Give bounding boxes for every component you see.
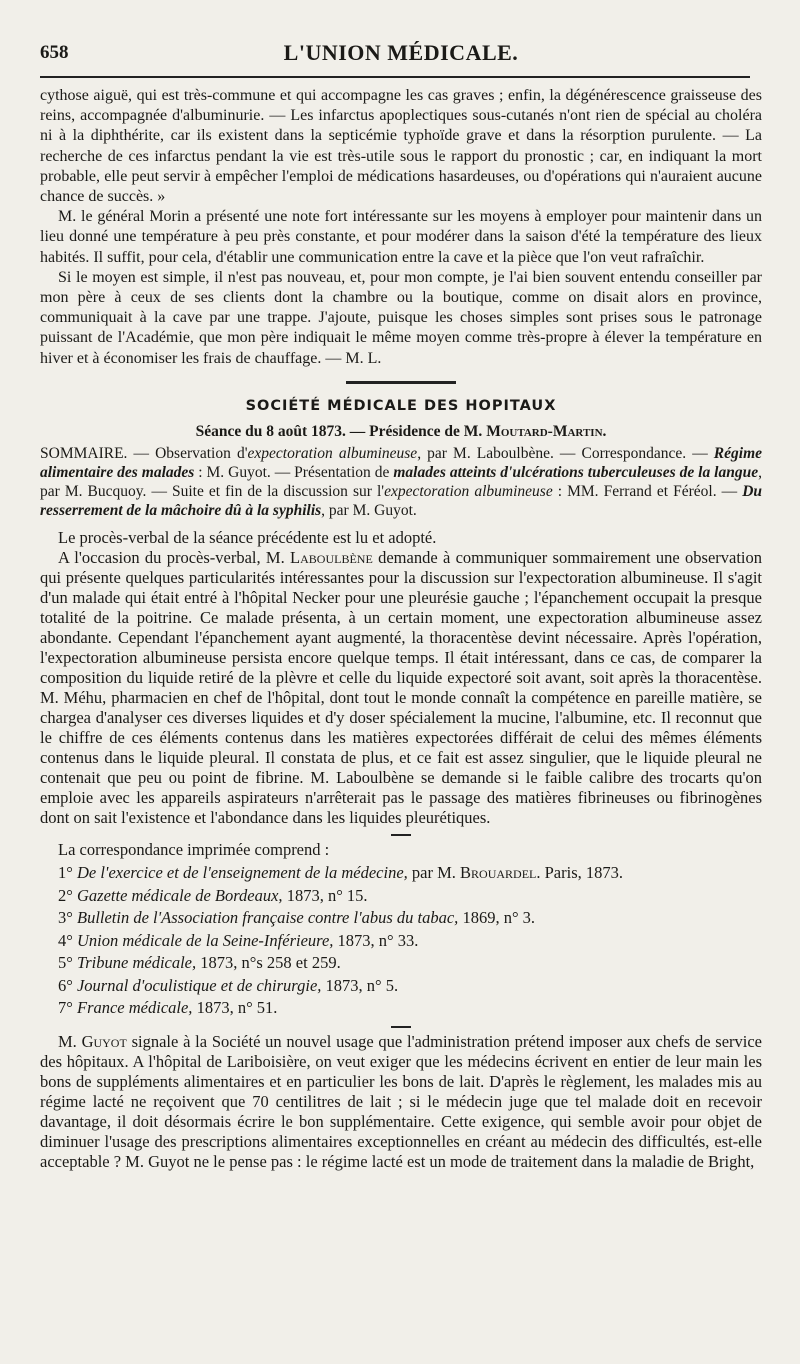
sommaire-topic: Du resserrement de la mâchoire dû à la syphilis xyxy=(40,483,763,520)
laboulbene-paragraph xyxy=(40,548,762,828)
sommaire-text: , par M. Laboulbène. — Correspondance. — xyxy=(417,445,714,463)
guyot-pre: M. xyxy=(58,1031,82,1051)
sommaire-text: : M. Guyot. — Présentation de xyxy=(194,464,394,482)
sommaire-topic: Régime alimentaire des malades xyxy=(40,445,763,482)
guyot-paragraph xyxy=(40,1032,762,1172)
correspondance-intro: La correspondance imprimée comprend : xyxy=(58,840,330,860)
guyot-name: Guyot xyxy=(81,1031,127,1051)
sommaire-text: , par M. Guyot. xyxy=(321,502,417,520)
item-number: 6° xyxy=(58,975,73,995)
item-number: 7° xyxy=(58,998,73,1018)
item-number: 5° xyxy=(58,953,73,973)
list-item xyxy=(58,975,762,998)
sommaire xyxy=(40,444,762,520)
seance-line xyxy=(40,422,762,442)
journal-title: L'UNION MÉDICALE. xyxy=(283,40,519,65)
item-number: 1° xyxy=(58,863,73,883)
laboulbene-pre: A l'occasion du procès-verbal, M. xyxy=(58,548,291,568)
intro-paragraph-2: M. le général Morin a présenté une note fort intéressante sur les moyens à employer pour maintenir dans un lieu donné une température à peu près constante, et pour modérer dans la saison d'été la température des lieux habités. Il suffit, pour cela, d'établir une communication entre la cave et la pièce que l'on veut rafraîchir. xyxy=(40,208,762,266)
seance-president: Moutard-Martin. xyxy=(486,423,607,441)
item-number: 2° xyxy=(58,885,73,905)
item-title: Journal d'oculistique et de chirurgie, xyxy=(76,975,322,995)
list-item xyxy=(58,907,762,930)
sommaire-label: SOMMAIRE. xyxy=(40,445,128,463)
list-item xyxy=(58,952,762,975)
item-title: Gazette médicale de Bordeaux, xyxy=(76,885,283,905)
correspondance-list xyxy=(40,862,762,1020)
guyot-text: signale à la Société un nouvel usage que l'administration prétend imposer aux chefs de service des hôpitaux. A l'hôpital de Lariboisière, on veut exiger que les médecins écrivent en entier de leur main les bons de suppléments alimentaires et en particulier les bons de lait. D'après le règlement, les malades mis au régime lacté ne reçoivent que 70 centilitres de lait ; si le médecin juge que tel malade doit en recevoir davantage, il doit désormais écrire le bon supplémentaire. Cette exigence, qui semble avoir pour objet de diminuer l'usage des prescriptions alimentaires exceptionnelles en créant au médecin des difficultés, est-elle acceptable ? M. Guyot ne le pense pas : le régime lacté est un mode de traitement dans la maladie de Bright, xyxy=(40,1031,762,1171)
item-detail: 1873, n° 15. xyxy=(282,885,368,905)
laboulbene-text: demande à communiquer sommairement une observation qui présente quelques particularités intéressantes pour la discussion sur l'expectoration albumineuse. Il s'agit d'un malade qui était entré à l'hôpital Necker pour une pleurésie gauche ; l'épanchement occupait la presque totalité de la poitrine. Ce malade présenta, à un certain moment, une expectoration albumineuse assez abondante. Cependant l'épanchement ayant augmenté, la thoracentèse devint nécessaire. Après l'opération, l'expectoration albumineuse persista encore quelque temps. Il était intéressant, dans ce cas, de comparer la composition du liquide retiré de la plèvre et celle du liquide expectoré soit avant, soit après la thoracentèse. M. Méhu, pharmacien en chef de l'hôpital, dont tout le monde connaît la compétence en pareille matière, se chargea d'analyser ces diverses liquides et d'y doser spécialement la mucine, l'albumine, etc. Il reconnut que le chiffre de ces éléments contenus dans les matières expectorées différait de celui des mêmes éléments contenus dans le liquide pleural. Il constata de plus, et ce fait est assez singulier, que le liquide pleural ne contenait que peu ou point de fibrine. M. Laboulbène se demande si le faible calibre des trocarts qu'on emploie avec les appareils aspirateurs n'arrêterait pas le passage des matières fibrineuses ou fibrinogènes dont on sait l'existence et l'abondance dans les liquides pleurétiques. xyxy=(40,548,762,828)
item-detail: . Paris, 1873. xyxy=(536,863,623,883)
item-title: Union médicale de la Seine-Inférieure, xyxy=(76,930,334,950)
item-detail: 1873, n° 51. xyxy=(192,998,278,1018)
item-detail: 1869, n° 3. xyxy=(458,908,536,928)
sommaire-text: — Observation d' xyxy=(127,445,248,463)
sommaire-topic: expectoration albumineuse xyxy=(384,483,553,501)
list-item xyxy=(58,885,762,908)
item-number: 4° xyxy=(58,930,73,950)
item-number: 3° xyxy=(58,908,73,928)
sommaire-text: , par M. Bucquoy. — Suite et fin de la discussion sur l' xyxy=(40,464,762,501)
list-item xyxy=(58,930,762,953)
header-rule xyxy=(40,76,750,78)
item-detail: 1873, n° 5. xyxy=(321,975,399,995)
sommaire-topic: malades atteints d'ulcérations tuberculeuses de la langue xyxy=(393,464,759,482)
proces-verbal: Le procès-verbal de la séance précédente est lu et adopté. xyxy=(58,528,437,548)
page-body xyxy=(40,86,762,1172)
item-detail: par M. xyxy=(407,863,461,883)
short-separator xyxy=(391,834,411,836)
sommaire-topic: expectoration albumineuse xyxy=(247,445,418,463)
section-title: SOCIÉTÉ MÉDICALE DES HOPITAUX xyxy=(245,397,557,414)
laboulbene-name: Laboulbène xyxy=(290,548,373,568)
intro-paragraph-1: cythose aiguë, qui est très-commune et qui accompagne les cas graves ; enfin, la dégénérescence graisseuse des reins, accompagnée d'albuminurie. — Les infarctus apoplectiques sous-cutanés n'ont rien de spécial au choléra ni à la diphthérite, car ils existent dans la septicémie typhoïde grave et dans la résorption purulente. — La recherche de ces infarctus pendant la vie est très-utile sous le rapport du pronostic ; car, en indiquant la mort probable, elle peut servir à empêcher l'emploi de médications hasardeuses, ou d'opérations qui n'auraient aucune chance de succès. » xyxy=(40,87,762,206)
section-separator xyxy=(346,381,456,384)
intro-paragraph-3: Si le moyen est simple, il n'est pas nouveau, et, pour mon compte, je l'ai bien souvent entendu conseiller par mon père à ceux de ses clients dont la chambre ou la boutique, comme on disait alors en province, communiquait à la cave par une trappe. J'ajoute, puisque les choses simples sont prises sous le patronage puissant de l'Académie, que mon père indiquait le même moyen comme très-propre à élever la température en hiver et à économiser les frais de chauffage. — M. L. xyxy=(40,268,762,367)
page-number: 658 xyxy=(40,42,69,63)
sommaire-text: : MM. Ferrand et Féréol. — xyxy=(552,483,743,501)
item-title: De l'exercice et de l'enseignement de la médecine, xyxy=(76,863,408,883)
list-item xyxy=(58,997,762,1020)
running-header xyxy=(40,40,762,70)
item-detail: 1873, n° 33. xyxy=(333,930,419,950)
seance-prefix: Séance du 8 août 1873. — Présidence de M. xyxy=(195,423,483,441)
list-item xyxy=(58,862,762,885)
item-detail: 1873, n°s 258 et 259. xyxy=(196,953,341,973)
short-separator xyxy=(391,1026,411,1028)
item-title: Tribune médicale, xyxy=(76,953,197,973)
item-title: France médicale, xyxy=(76,998,193,1018)
item-title: Bulletin de l'Association française contre l'abus du tabac, xyxy=(76,908,459,928)
item-author: Brouardel xyxy=(460,863,537,883)
